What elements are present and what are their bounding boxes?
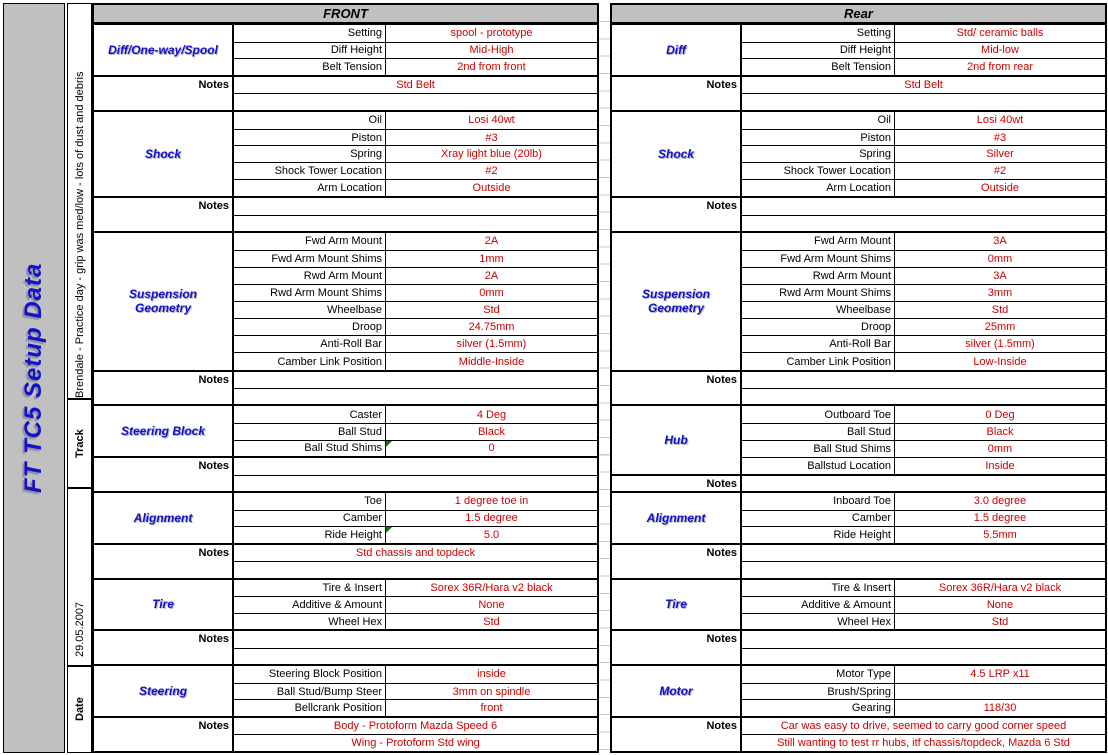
- value-ball-stud-shims[interactable]: [385, 440, 597, 457]
- value-arm-location[interactable]: [385, 179, 597, 196]
- cell-value-text: 25mm: [984, 321, 1016, 334]
- section-tire: [612, 578, 1105, 630]
- notes-block-front-9: [94, 543, 597, 578]
- notes-line[interactable]: Body - Protoform Mazda Speed 6: [333, 720, 498, 733]
- value-spring[interactable]: [894, 145, 1105, 162]
- notes-label: Notes: [612, 718, 742, 751]
- value-ball-stud-shims[interactable]: [894, 440, 1105, 457]
- notes-label: Notes: [94, 545, 234, 578]
- cell-value-text: 4.5 LRP x11: [970, 668, 1030, 681]
- label-arm-location: Arm Location: [742, 179, 894, 196]
- label-fwd-arm-mount-shims: Fwd Arm Mount Shims: [742, 250, 894, 267]
- label-shock-tower-location: Shock Tower Location: [742, 162, 894, 179]
- cell-value-text: None: [986, 598, 1014, 611]
- cell-value-text: 1.5 degree: [465, 512, 518, 525]
- rear-table-header: Rear: [612, 5, 1105, 23]
- notes-line[interactable]: Car was easy to drive, seemed to carry good corner speed: [780, 720, 1067, 733]
- section-label-tire: [612, 580, 742, 630]
- value-motor-type[interactable]: [894, 666, 1105, 683]
- label-ball-stud-shims: Ball Stud Shims: [742, 440, 894, 457]
- label-spring: Spring: [742, 145, 894, 162]
- value-inboard-toe[interactable]: [894, 493, 1105, 510]
- cell-value-text: None: [478, 598, 505, 611]
- notes-block-front-13: [94, 716, 597, 751]
- notes-line[interactable]: [742, 561, 1105, 577]
- sheet-title: FT TC5 Setup Data: [20, 262, 47, 494]
- value-ride-height[interactable]: [385, 526, 597, 543]
- notes-label: Notes: [94, 458, 234, 491]
- value-camber-link-position[interactable]: [894, 352, 1105, 369]
- cell-value-text: 4 Deg: [476, 408, 507, 421]
- label-additive-amount: Additive & Amount: [234, 596, 385, 613]
- value-piston[interactable]: [894, 129, 1105, 146]
- value-anti-roll-bar[interactable]: [385, 335, 597, 352]
- cell-value-text: 0mm: [987, 442, 1013, 455]
- cell-value-text: Sorex 36R/Hara v2 black: [430, 581, 553, 594]
- notes-block-rear-13: [612, 716, 1105, 751]
- label-ball-stud-bump-steer: Ball Stud/Bump Steer: [234, 683, 385, 700]
- label-belt-tension: Belt Tension: [234, 58, 385, 75]
- section-suspension-geometry: [94, 231, 597, 370]
- notes-label: Notes: [612, 372, 742, 405]
- cell-value-text: 1mm: [479, 253, 504, 266]
- label-steering-block-position: Steering Block Position: [268, 668, 382, 681]
- cell-value-text: 3.0 degree: [973, 495, 1027, 508]
- value-shock-tower-location[interactable]: [385, 162, 597, 179]
- section-diff-one-way-spool: [94, 23, 597, 75]
- label-wheelbase: Wheelbase: [742, 301, 894, 318]
- value-additive-amount[interactable]: [385, 596, 597, 613]
- cell-value-text: #2: [485, 165, 498, 178]
- cell-value-text: 3A: [993, 235, 1007, 248]
- notes-line[interactable]: Std chassis and topdeck: [355, 547, 476, 559]
- notes-line[interactable]: [234, 215, 597, 231]
- value-fwd-arm-mount[interactable]: [894, 233, 1105, 250]
- date-label: Date: [73, 697, 86, 722]
- label-oil: Oil: [368, 114, 382, 127]
- cell-value-text: 2nd from rear: [966, 61, 1034, 74]
- front-table-header: FRONT: [94, 5, 597, 23]
- notes-line[interactable]: [234, 93, 597, 109]
- label-ball-stud: Ball Stud: [742, 423, 894, 440]
- value-ride-height[interactable]: [894, 526, 1105, 543]
- section-diff: [612, 23, 1105, 75]
- track-label-cell: [68, 400, 91, 489]
- value-belt-tension[interactable]: [894, 58, 1105, 75]
- value-setting[interactable]: [894, 25, 1105, 42]
- section-label-alignment: [94, 493, 234, 543]
- label-arm-location: Arm Location: [234, 179, 385, 196]
- label-rwd-arm-mount: Rwd Arm Mount: [742, 267, 894, 284]
- label-ride-height: Ride Height: [234, 526, 385, 543]
- label-camber-link-position: Camber Link Position: [742, 352, 894, 369]
- section-steering: [94, 664, 597, 716]
- section-label-text: Diff: [666, 42, 686, 57]
- label-ride-height: Ride Height: [742, 526, 894, 543]
- section-label-text: Suspension: [128, 287, 197, 302]
- value-additive-amount[interactable]: [894, 596, 1105, 613]
- date-label-cell: [68, 667, 91, 752]
- notes-line[interactable]: [742, 388, 1105, 404]
- value-tire-insert[interactable]: [385, 580, 597, 597]
- cell-value-text: inside: [477, 668, 506, 681]
- label-fwd-arm-mount-shims: Fwd Arm Mount Shims: [234, 250, 385, 267]
- value-rwd-arm-mount-shims[interactable]: [894, 284, 1105, 301]
- date-value: 29.05.2007: [73, 601, 86, 657]
- value-rwd-arm-mount[interactable]: [385, 267, 597, 284]
- label-additive-amount: Additive & Amount: [742, 596, 894, 613]
- section-suspension-geometry: [612, 231, 1105, 370]
- notes-line[interactable]: [234, 475, 597, 491]
- value-fwd-arm-mount-shims[interactable]: [894, 250, 1105, 267]
- section-hub: [612, 404, 1105, 473]
- label-droop: Droop: [742, 318, 894, 335]
- value-ball-stud-bump-steer[interactable]: [385, 683, 597, 700]
- date-value-cell[interactable]: [68, 489, 91, 667]
- cell-value-text: Losi 40wt: [468, 114, 515, 127]
- label-rwd-arm-mount-shims: Rwd Arm Mount Shims: [742, 284, 894, 301]
- notes-line[interactable]: [742, 545, 1105, 561]
- label-bellcrank-position: Bellcrank Position: [234, 699, 385, 716]
- notes-label: Notes: [94, 718, 234, 751]
- label-caster: Caster: [349, 408, 382, 421]
- notes-line[interactable]: [742, 198, 1105, 214]
- section-motor: [612, 664, 1105, 716]
- section-label-text: Tire: [665, 597, 687, 612]
- section-label-suspension-geometry: [94, 233, 234, 370]
- cell-value-text: 5.5mm: [983, 529, 1017, 541]
- notes-label: Notes: [612, 631, 742, 664]
- notes-block-rear-5: [612, 370, 1105, 405]
- cell-value-text: Middle-Inside: [458, 355, 525, 368]
- cell-value-text: 0 Deg: [985, 408, 1015, 421]
- value-wheelbase[interactable]: [385, 301, 597, 318]
- cell-value-text: #3: [485, 131, 498, 144]
- section-label-text: Steering Block: [120, 424, 206, 439]
- cell-value-text: spool - prototype: [450, 27, 533, 40]
- cell-value-text: Losi 40wt: [976, 114, 1024, 127]
- cell-flag-icon: [386, 527, 392, 533]
- value-rwd-arm-mount[interactable]: [894, 267, 1105, 284]
- notes-line[interactable]: Std Belt: [904, 79, 943, 92]
- value-arm-location[interactable]: [894, 179, 1105, 196]
- label-setting: Setting: [347, 27, 382, 40]
- label-belt-tension: Belt Tension: [742, 58, 894, 75]
- value-setting[interactable]: [385, 25, 597, 42]
- cell-value-text: Black: [478, 425, 505, 438]
- section-label-hub: [612, 406, 742, 473]
- notes-block-front-5: [94, 370, 597, 405]
- section-label-text: Geometry: [647, 301, 705, 316]
- notes-line[interactable]: [234, 388, 597, 404]
- section-label-text: Suspension: [641, 287, 710, 302]
- cell-value-text: Low-Inside: [973, 355, 1027, 368]
- notes-label: Notes: [612, 198, 742, 231]
- notes-block-rear-7: [612, 474, 1105, 491]
- notes-block-rear-11: [612, 629, 1105, 664]
- section-label-text: Alignment: [646, 510, 706, 525]
- cell-value-text: Xray light blue (20lb): [441, 148, 542, 161]
- label-piston: Piston: [742, 129, 894, 146]
- notes-block-front-3: [94, 196, 597, 231]
- label-oil: Oil: [877, 114, 891, 127]
- notes-block-front-7: [94, 456, 597, 491]
- section-label-motor: [612, 666, 742, 716]
- table-gap-gridlines: [599, 21, 610, 751]
- label-anti-roll-bar: Anti-Roll Bar: [234, 335, 385, 352]
- value-diff-height[interactable]: [894, 42, 1105, 59]
- value-ballstud-location[interactable]: [894, 457, 1105, 474]
- value-fwd-arm-mount-shims[interactable]: [385, 250, 597, 267]
- notes-line[interactable]: [234, 198, 597, 214]
- value-anti-roll-bar[interactable]: [894, 335, 1105, 352]
- cell-value-text: 118/30: [983, 702, 1017, 715]
- section-label-steering: [94, 666, 234, 716]
- label-tire-insert: Tire & Insert: [831, 581, 891, 594]
- value-wheel-hex[interactable]: [894, 613, 1105, 630]
- value-piston[interactable]: [385, 129, 597, 146]
- cell-value-text: Std/ ceramic balls: [956, 27, 1044, 40]
- cell-value-text: 0mm: [987, 253, 1013, 266]
- label-outboard-toe: Outboard Toe: [824, 408, 891, 421]
- cell-value-text: 2nd from front: [457, 61, 526, 74]
- front-setup-table: [92, 3, 599, 753]
- section-label-text: Shock: [144, 146, 181, 161]
- notes-line[interactable]: [234, 372, 597, 388]
- notes-line[interactable]: Still wanting to test rr hubs, itf chassis/topdeck, Mazda 6 Std: [742, 734, 1105, 750]
- label-diff-height: Diff Height: [742, 42, 894, 59]
- track-note-cell[interactable]: [68, 4, 91, 400]
- label-wheel-hex: Wheel Hex: [234, 613, 385, 630]
- label-inboard-toe: Inboard Toe: [833, 495, 891, 508]
- notes-line[interactable]: [742, 631, 1105, 647]
- value-ball-stud[interactable]: [894, 423, 1105, 440]
- sheet-title-column: [3, 3, 65, 753]
- cell-value-text: #3: [993, 131, 1007, 144]
- track-date-column: [67, 3, 92, 753]
- value-droop[interactable]: [385, 318, 597, 335]
- notes-label: Notes: [94, 372, 234, 405]
- notes-block-rear-3: [612, 196, 1105, 231]
- label-ballstud-location: Ballstud Location: [742, 457, 894, 474]
- cell-flag-icon: [386, 441, 392, 447]
- notes-block-front-1: [94, 75, 597, 110]
- value-toe[interactable]: [385, 493, 597, 510]
- section-label-tire: [94, 580, 234, 630]
- section-label-shock: [612, 112, 742, 197]
- track-label: Track: [73, 429, 86, 458]
- label-piston: Piston: [234, 129, 385, 146]
- cell-value-text: 0: [488, 442, 495, 455]
- cell-value-text: Mid-low: [981, 44, 1019, 57]
- notes-label: Notes: [612, 476, 742, 491]
- label-gearing: Gearing: [742, 699, 894, 716]
- value-brush-spring[interactable]: [894, 683, 1105, 700]
- notes-line[interactable]: [742, 476, 1105, 491]
- label-anti-roll-bar: Anti-Roll Bar: [742, 335, 894, 352]
- section-alignment: [612, 491, 1105, 543]
- section-label-text: Tire: [152, 597, 174, 612]
- section-label-diff: [612, 25, 742, 75]
- label-ball-stud-shims: Ball Stud Shims: [234, 440, 385, 457]
- cell-value-text: Mid-High: [469, 44, 514, 57]
- cell-value-text: silver (1.5mm): [456, 338, 527, 351]
- cell-value-text: 3mm: [987, 287, 1013, 300]
- cell-value-text: Sorex 36R/Hara v2 black: [938, 581, 1062, 594]
- value-shock-tower-location[interactable]: [894, 162, 1105, 179]
- notes-block-front-11: [94, 629, 597, 664]
- value-steering-block-position[interactable]: [385, 666, 597, 683]
- section-label-suspension-geometry: [612, 233, 742, 370]
- label-fwd-arm-mount: Fwd Arm Mount: [304, 235, 382, 248]
- cell-value-text: Silver: [986, 148, 1014, 161]
- value-ball-stud[interactable]: [385, 423, 597, 440]
- cell-value-text: 1.5 degree: [973, 512, 1027, 525]
- notes-line[interactable]: [742, 215, 1105, 231]
- cell-value-text: Std: [991, 304, 1009, 317]
- value-fwd-arm-mount[interactable]: [385, 233, 597, 250]
- section-shock: [94, 110, 597, 197]
- section-label-diff-one-way-spool: [94, 25, 234, 75]
- value-bellcrank-position[interactable]: [385, 699, 597, 716]
- section-label-steering-block: [94, 406, 234, 456]
- label-camber-link-position: Camber Link Position: [234, 352, 385, 369]
- cell-value-text: Black: [986, 425, 1014, 438]
- label-spring: Spring: [234, 145, 385, 162]
- notes-line[interactable]: [742, 372, 1105, 388]
- value-oil[interactable]: [385, 112, 597, 129]
- section-label-text: Geometry: [134, 301, 192, 316]
- label-wheelbase: Wheelbase: [234, 301, 385, 318]
- notes-line[interactable]: [234, 648, 597, 664]
- label-rwd-arm-mount-shims: Rwd Arm Mount Shims: [234, 284, 385, 301]
- cell-value-text: #2: [993, 165, 1007, 178]
- cell-value-text: Std: [483, 615, 500, 628]
- section-label-text: Diff/One-way/Spool: [108, 42, 218, 57]
- label-shock-tower-location: Shock Tower Location: [234, 162, 385, 179]
- section-label-text: Motor: [659, 684, 693, 699]
- value-camber-link-position[interactable]: [385, 352, 597, 369]
- cell-value-text: 2A: [484, 270, 499, 283]
- section-steering-block: [94, 404, 597, 456]
- value-gearing[interactable]: [894, 699, 1105, 716]
- value-spring[interactable]: [385, 145, 597, 162]
- notes-label: Notes: [94, 198, 234, 231]
- cell-value-text: 2A: [484, 235, 499, 248]
- notes-line[interactable]: [234, 631, 597, 647]
- notes-line[interactable]: Wing - Protoform Std wing: [234, 734, 597, 750]
- notes-block-rear-1: [612, 75, 1105, 110]
- label-setting: Setting: [856, 27, 891, 40]
- section-label-shock: [94, 112, 234, 197]
- notes-line[interactable]: Std Belt: [396, 79, 435, 92]
- section-alignment: [94, 491, 597, 543]
- cell-value-text: 3A: [993, 270, 1007, 283]
- notes-label: Notes: [94, 631, 234, 664]
- section-label-text: Alignment: [133, 510, 193, 525]
- value-wheel-hex[interactable]: [385, 613, 597, 630]
- label-fwd-arm-mount: Fwd Arm Mount: [813, 235, 891, 248]
- section-label-text: Steering: [138, 684, 187, 699]
- label-camber: Camber: [742, 510, 894, 527]
- section-label-text: Shock: [657, 146, 694, 161]
- value-droop[interactable]: [894, 318, 1105, 335]
- value-caster[interactable]: [385, 406, 597, 423]
- value-wheelbase[interactable]: [894, 301, 1105, 318]
- label-camber: Camber: [234, 510, 385, 527]
- cell-value-text: 0mm: [479, 287, 504, 300]
- value-camber[interactable]: [894, 510, 1105, 527]
- cell-value-text: Std: [483, 304, 500, 317]
- notes-label: Notes: [612, 77, 742, 110]
- notes-label: Notes: [612, 545, 742, 578]
- rear-setup-table: [610, 3, 1107, 753]
- label-brush-spring: Brush/Spring: [742, 683, 894, 700]
- cell-value-text: 24.75mm: [468, 321, 515, 334]
- notes-label: Notes: [94, 77, 234, 110]
- section-tire: [94, 578, 597, 630]
- notes-line[interactable]: [742, 648, 1105, 664]
- label-motor-type: Motor Type: [836, 668, 891, 681]
- cell-value-text: silver (1.5mm): [965, 338, 1035, 351]
- label-tire-insert: Tire & Insert: [322, 581, 382, 594]
- label-toe: Toe: [364, 495, 382, 508]
- cell-value-text: Inside: [985, 459, 1015, 472]
- notes-line[interactable]: [234, 458, 597, 474]
- notes-line[interactable]: [742, 93, 1105, 109]
- label-wheel-hex: Wheel Hex: [742, 613, 894, 630]
- section-label-text: Hub: [664, 432, 688, 447]
- value-camber[interactable]: [385, 510, 597, 527]
- track-note: Brendale - Practice day - grip was med/low - lots of dust and debris: [73, 71, 86, 398]
- cell-value-text: 5.0: [483, 529, 500, 541]
- cell-value-text: front: [480, 702, 503, 715]
- cell-value-text: Outside: [981, 182, 1019, 195]
- label-diff-height: Diff Height: [234, 42, 385, 59]
- cell-value-text: 1 degree toe in: [454, 495, 529, 508]
- section-label-alignment: [612, 493, 742, 543]
- cell-value-text: 3mm on spindle: [452, 685, 531, 698]
- label-droop: Droop: [234, 318, 385, 335]
- value-oil[interactable]: [894, 112, 1105, 129]
- cell-value-text: Std: [991, 615, 1009, 628]
- value-outboard-toe[interactable]: [894, 406, 1105, 423]
- label-ball-stud: Ball Stud: [234, 423, 385, 440]
- section-shock: [612, 110, 1105, 197]
- value-belt-tension[interactable]: [385, 58, 597, 75]
- value-tire-insert[interactable]: [894, 580, 1105, 597]
- value-rwd-arm-mount-shims[interactable]: [385, 284, 597, 301]
- notes-block-rear-9: [612, 543, 1105, 578]
- cell-value-text: Outside: [472, 182, 511, 195]
- label-rwd-arm-mount: Rwd Arm Mount: [234, 267, 385, 284]
- notes-line[interactable]: [234, 561, 597, 577]
- value-diff-height[interactable]: [385, 42, 597, 59]
